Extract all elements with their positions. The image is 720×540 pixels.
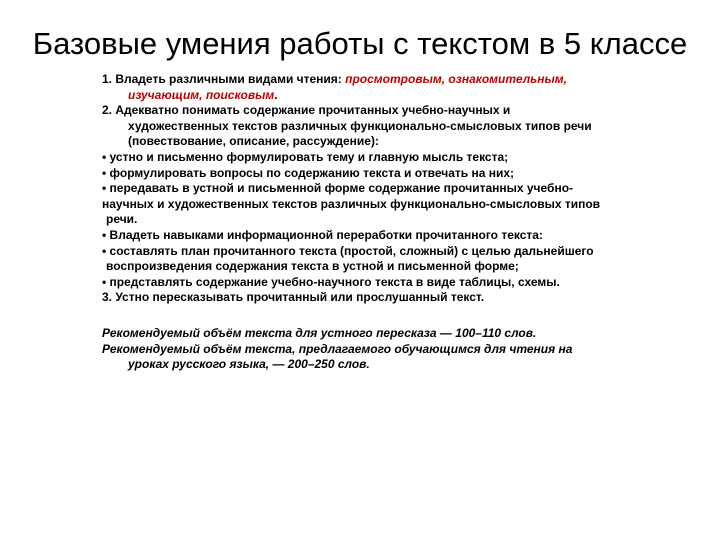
bullet-6: • представлять содержание учебно-научного текста в виде таблицы, схемы. bbox=[102, 274, 560, 289]
recommendation-2-line-1: Рекомендуемый объём текста, предлагаемого обучающимся для чтения на bbox=[102, 341, 573, 356]
page-title: Базовые умения работы с текстом в 5 классе bbox=[32, 26, 688, 61]
item-2-line-1: 2. Адекватно понимать содержание прочитанных учебно-научных и bbox=[102, 103, 511, 118]
item-1-prefix: 1. Владеть различными видами чтения: bbox=[102, 72, 346, 86]
item-2-line-3: (повествование, описание, рассуждение): bbox=[128, 134, 379, 149]
item-1-end: . bbox=[274, 87, 278, 102]
bullet-4: • Владеть навыками информационной переработки прочитанного текста: bbox=[102, 227, 543, 242]
bullet-3-line-3: речи. bbox=[106, 212, 138, 227]
skills-list bbox=[102, 72, 692, 373]
reading-types-accent-continued: изучающим, поисковым bbox=[128, 87, 275, 102]
item-3: 3. Устно пересказывать прочитанный или прослушанный текст. bbox=[102, 290, 485, 305]
recommendation-1: Рекомендуемый объём текста для устного пересказа — 100–110 слов. bbox=[102, 325, 537, 340]
reading-types-accent: просмотровым, ознакомительным, bbox=[345, 72, 568, 86]
bullet-2: • формулировать вопросы по содержанию текста и отвечать на них; bbox=[102, 165, 515, 180]
spacer bbox=[102, 306, 692, 326]
item-2-line-2: художественных текстов различных функционально-смысловых типов речи bbox=[128, 118, 592, 133]
bullet-5-line-1: • составлять план прочитанного текста (простой, сложный) с целью дальнейшего bbox=[102, 243, 594, 258]
bullet-1: • устно и письменно формулировать тему и главную мысль текста; bbox=[102, 149, 509, 164]
item-1-line-1 bbox=[102, 72, 692, 88]
bullet-3-line-1: • передавать в устной и письменной форме содержание прочитанных учебно- bbox=[102, 181, 574, 196]
bullet-5-line-2: воспроизведения содержания текста в устной и письменной форме; bbox=[106, 259, 519, 274]
bullet-3-line-2: научных и художественных текстов различных функционально-смысловых типов bbox=[102, 196, 601, 211]
item-1-line-2 bbox=[102, 88, 692, 104]
recommendation-2-line-2: уроках русского языка, — 200–250 слов. bbox=[128, 357, 370, 372]
